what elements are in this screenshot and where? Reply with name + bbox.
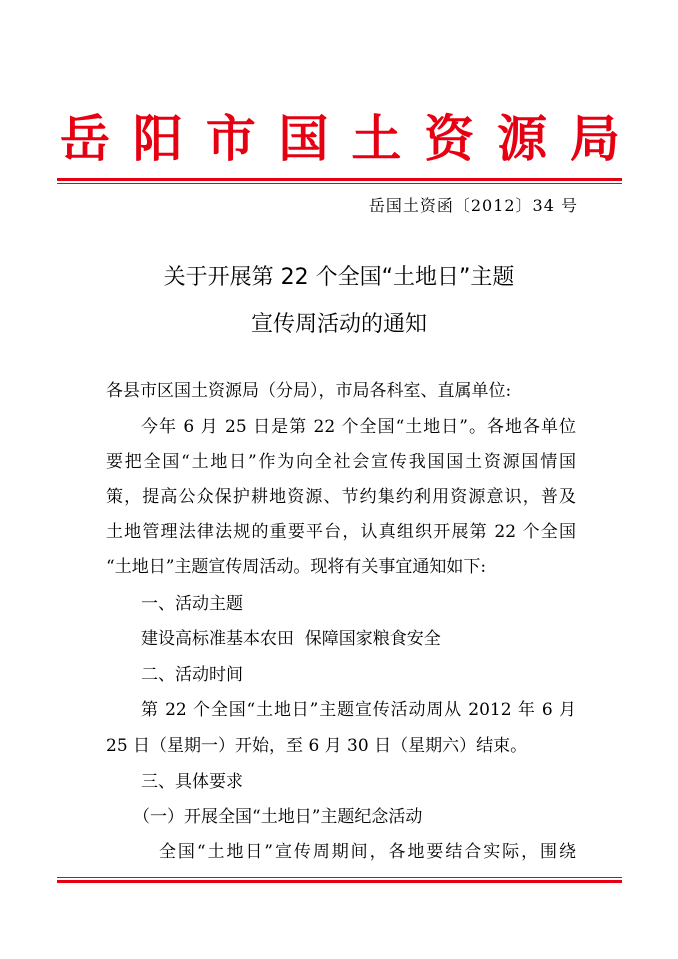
paragraph-line: 25 日（星期一）开始，至 6 月 30 日（星期六）结束。 <box>106 736 528 756</box>
paragraph-line: 策，提高公众保护耕地资源、节约集约利用资源意识，普及 <box>106 487 576 507</box>
org-name-char: 资 <box>424 110 475 168</box>
org-name-char: 岳 <box>60 110 110 168</box>
footer-divider-thin <box>57 877 622 878</box>
paragraph-line: “土地日”主题宣传周活动。现将有关事宜通知如下: <box>106 557 487 577</box>
org-name-char: 源 <box>497 110 548 168</box>
org-name-header <box>60 104 620 174</box>
org-name-char: 阳 <box>132 110 183 168</box>
subsection-heading: （一）开展全国“土地日”主题纪念活动 <box>133 807 423 827</box>
paragraph-line: 全国“土地日”宣传周期间，各地要结合实际，围绕 <box>159 842 576 862</box>
document-number: 岳国土资函〔2012〕34 号 <box>368 196 578 215</box>
section-heading-theme: 一、活动主题 <box>141 594 243 614</box>
activity-theme: 建设高标准基本农田 保障国家粮食安全 <box>141 629 441 649</box>
header-divider-thick <box>57 178 622 181</box>
header-divider-thin <box>57 183 622 184</box>
footer-divider-thick <box>57 880 622 883</box>
section-heading-time: 二、活动时间 <box>141 665 243 685</box>
document-title-line2: 宣传周活动的通知 <box>250 312 427 337</box>
org-name-char: 土 <box>351 110 402 168</box>
section-heading-requirements: 三、具体要求 <box>141 772 243 792</box>
paragraph-line: 第 22 个全国“土地日”主题宣传活动周从 2012 年 6 月 <box>141 700 576 720</box>
org-name-char: 国 <box>278 110 329 168</box>
document-title-line1: 关于开展第 22 个全国“土地日”主题 <box>163 265 515 290</box>
paragraph-line: 土地管理法律法规的重要平台，认真组织开展第 22 个全国 <box>106 522 576 542</box>
org-name-char: 市 <box>205 110 256 168</box>
paragraph-line: 今年 6 月 25 日是第 22 个全国“土地日”。各地各单位 <box>141 417 576 437</box>
org-name-char: 局 <box>569 110 620 168</box>
salutation: 各县市区国土资源局（分局），市局各科室、直属单位: <box>106 381 512 401</box>
paragraph-line: 要把全国“土地日”作为向全社会宣传我国国土资源国情国 <box>106 452 576 472</box>
